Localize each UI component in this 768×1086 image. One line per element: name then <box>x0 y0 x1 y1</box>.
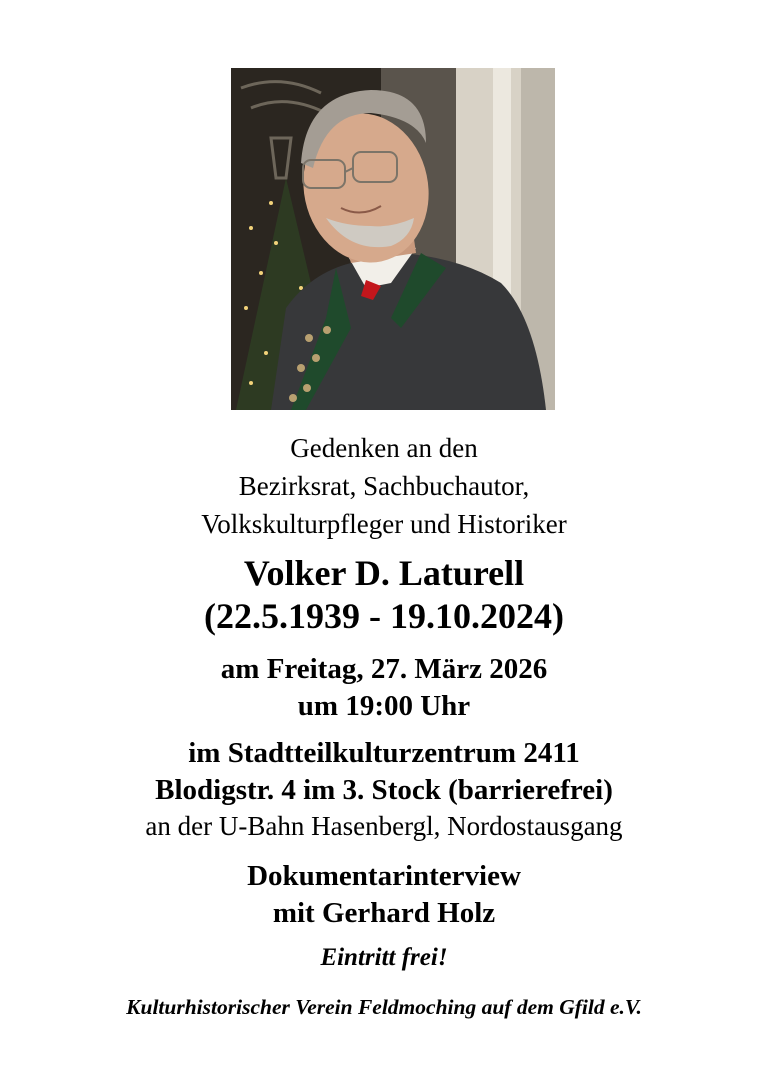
intro-line-1: Gedenken an den <box>290 433 478 463</box>
person-dates: (22.5.1939 - 19.10.2024) <box>204 596 564 636</box>
admission-note: Eintritt frei! <box>320 944 448 971</box>
organizer: Kulturhistorischer Verein Feldmoching auf dem Gfild e.V. <box>126 995 642 1019</box>
intro-line-3: Volkskulturpfleger und Historiker <box>201 509 567 539</box>
program-line-2: mit Gerhard Holz <box>272 897 496 929</box>
program-line-1: Dokumentarinterview <box>247 860 521 892</box>
event-date: am Freitag, 27. März 2026 <box>220 653 548 685</box>
venue-name: im Stadtteilkulturzentrum 2411 <box>188 737 580 769</box>
venue-address: Blodigstr. 4 im 3. Stock (barrierefrei) <box>155 774 613 806</box>
venue-transit: an der U-Bahn Hasenbergl, Nordostausgang <box>145 811 623 841</box>
intro-line-2: Bezirksrat, Sachbuchautor, <box>238 471 530 501</box>
portrait-photo <box>231 68 555 410</box>
person-name: Volker D. Laturell <box>243 553 525 593</box>
event-time: um 19:00 Uhr <box>297 690 471 722</box>
